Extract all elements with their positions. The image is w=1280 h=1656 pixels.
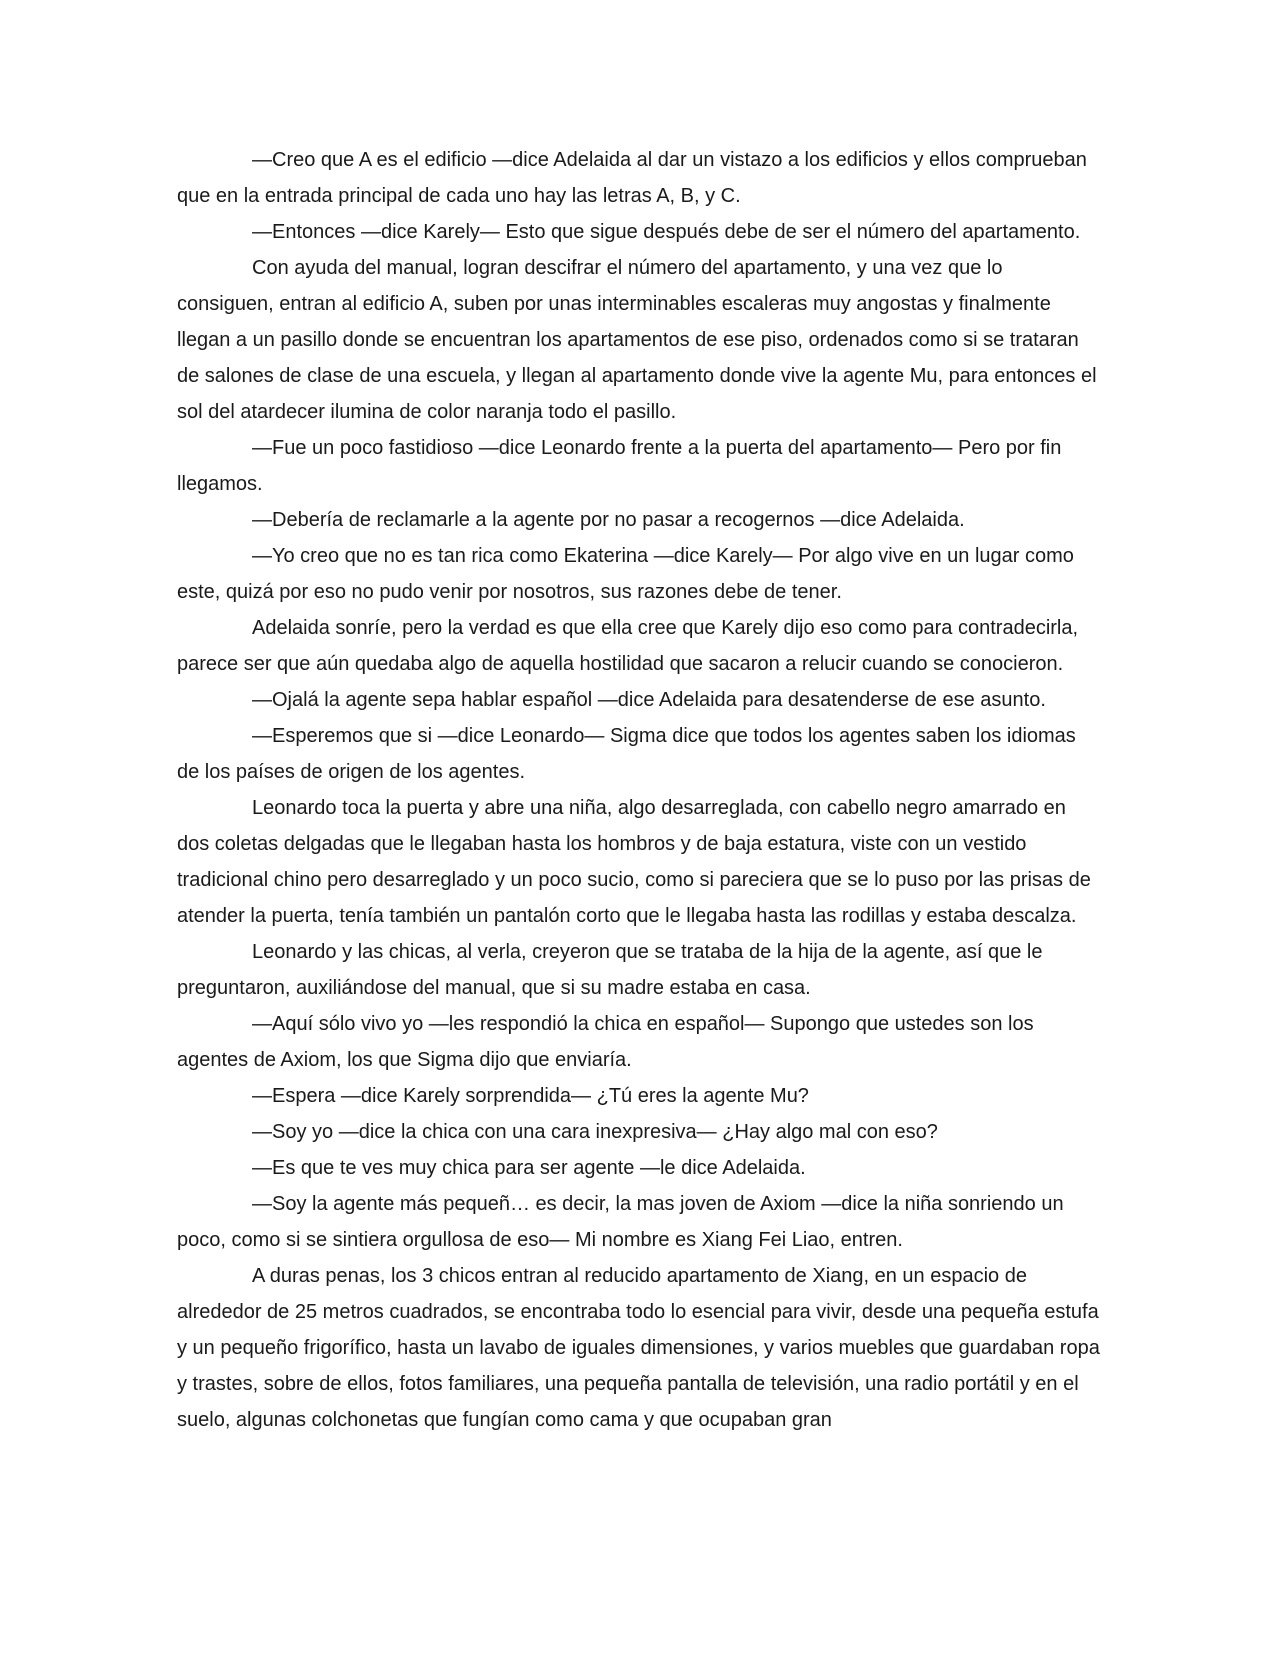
paragraph: —Soy la agente más pequeñ… es decir, la mas joven de Axiom —dice la niña sonriendo un poco, como si se sintiera orgullosa de eso— Mi nombre es Xiang Fei Liao, entren. — [177, 1193, 1064, 1251]
paragraph: —Es que te ves muy chica para ser agente —le dice Adelaida. — [252, 1157, 806, 1179]
paragraph: Adelaida sonríe, pero la verdad es que ella cree que Karely dijo eso como para contradecirla, parece ser que aún quedaba algo de aquella hostilidad que sacaron a relucir cuando se conocieron. — [177, 617, 1079, 675]
paragraph: Leonardo toca la puerta y abre una niña, algo desarreglada, con cabello negro amarrado en dos coletas delgadas que le llegaban hasta los hombros y de baja estatura, viste con un vestido tradicional chino pero desarreglado y un poco sucio, como si pareciera que se lo puso por las prisas de atender la puerta, tenía también un pantalón corto que le llegaba hasta las rodillas y estaba descalza. — [177, 797, 1091, 927]
body-text — [177, 142, 1103, 1438]
paragraph: —Ojalá la agente sepa hablar español —dice Adelaida para desatenderse de ese asunto. — [252, 689, 1046, 711]
paragraph: —Esperemos que si —dice Leonardo— Sigma dice que todos los agentes saben los idiomas de los países de origen de los agentes. — [177, 725, 1076, 783]
paragraph: —Soy yo —dice la chica con una cara inexpresiva— ¿Hay algo mal con eso? — [252, 1121, 938, 1143]
paragraph: —Debería de reclamarle a la agente por no pasar a recogernos —dice Adelaida. — [252, 509, 965, 531]
paragraph: —Entonces —dice Karely— Esto que sigue después debe de ser el número del apartamento. — [252, 221, 1081, 243]
paragraph: —Creo que A es el edificio —dice Adelaida al dar un vistazo a los edificios y ellos comprueban que en la entrada principal de cada uno hay las letras A, B, y C. — [177, 149, 1087, 207]
paragraph: Con ayuda del manual, logran descifrar el número del apartamento, y una vez que lo consiguen, entran al edificio A, suben por unas interminables escaleras muy angostas y finalmente llegan a un pasillo donde se encuentran los apartamentos de ese piso, ordenados como si se trataran de salones de clase de una escuela, y llegan al apartamento donde vive la agente Mu, para entonces el sol del atardecer ilumina de color naranja todo el pasillo. — [177, 257, 1097, 423]
paragraph: —Fue un poco fastidioso —dice Leonardo frente a la puerta del apartamento— Pero por fin llegamos. — [177, 437, 1062, 495]
paragraph: A duras penas, los 3 chicos entran al reducido apartamento de Xiang, en un espacio de alrededor de 25 metros cuadrados, se encontraba todo lo esencial para vivir, desde una pequeña estufa y un pequeño frigorífico, hasta un lavabo de iguales dimensiones, y varios muebles que guardaban ropa y trastes, sobre de ellos, fotos familiares, una pequeña pantalla de televisión, una radio portátil y en el suelo, algunas colchonetas que fungían como cama y que ocupaban gran — [177, 1265, 1100, 1431]
paragraph: Leonardo y las chicas, al verla, creyeron que se trataba de la hija de la agente, así que le preguntaron, auxiliándose del manual, que si su madre estaba en casa. — [177, 941, 1043, 999]
paragraph: —Espera —dice Karely sorprendida— ¿Tú eres la agente Mu? — [252, 1085, 809, 1107]
paragraph: —Yo creo que no es tan rica como Ekaterina —dice Karely— Por algo vive en un lugar como este, quizá por eso no pudo venir por nosotros, sus razones debe de tener. — [177, 545, 1074, 603]
paragraph: —Aquí sólo vivo yo —les respondió la chica en español— Supongo que ustedes son los agentes de Axiom, los que Sigma dijo que enviaría. — [177, 1013, 1034, 1071]
